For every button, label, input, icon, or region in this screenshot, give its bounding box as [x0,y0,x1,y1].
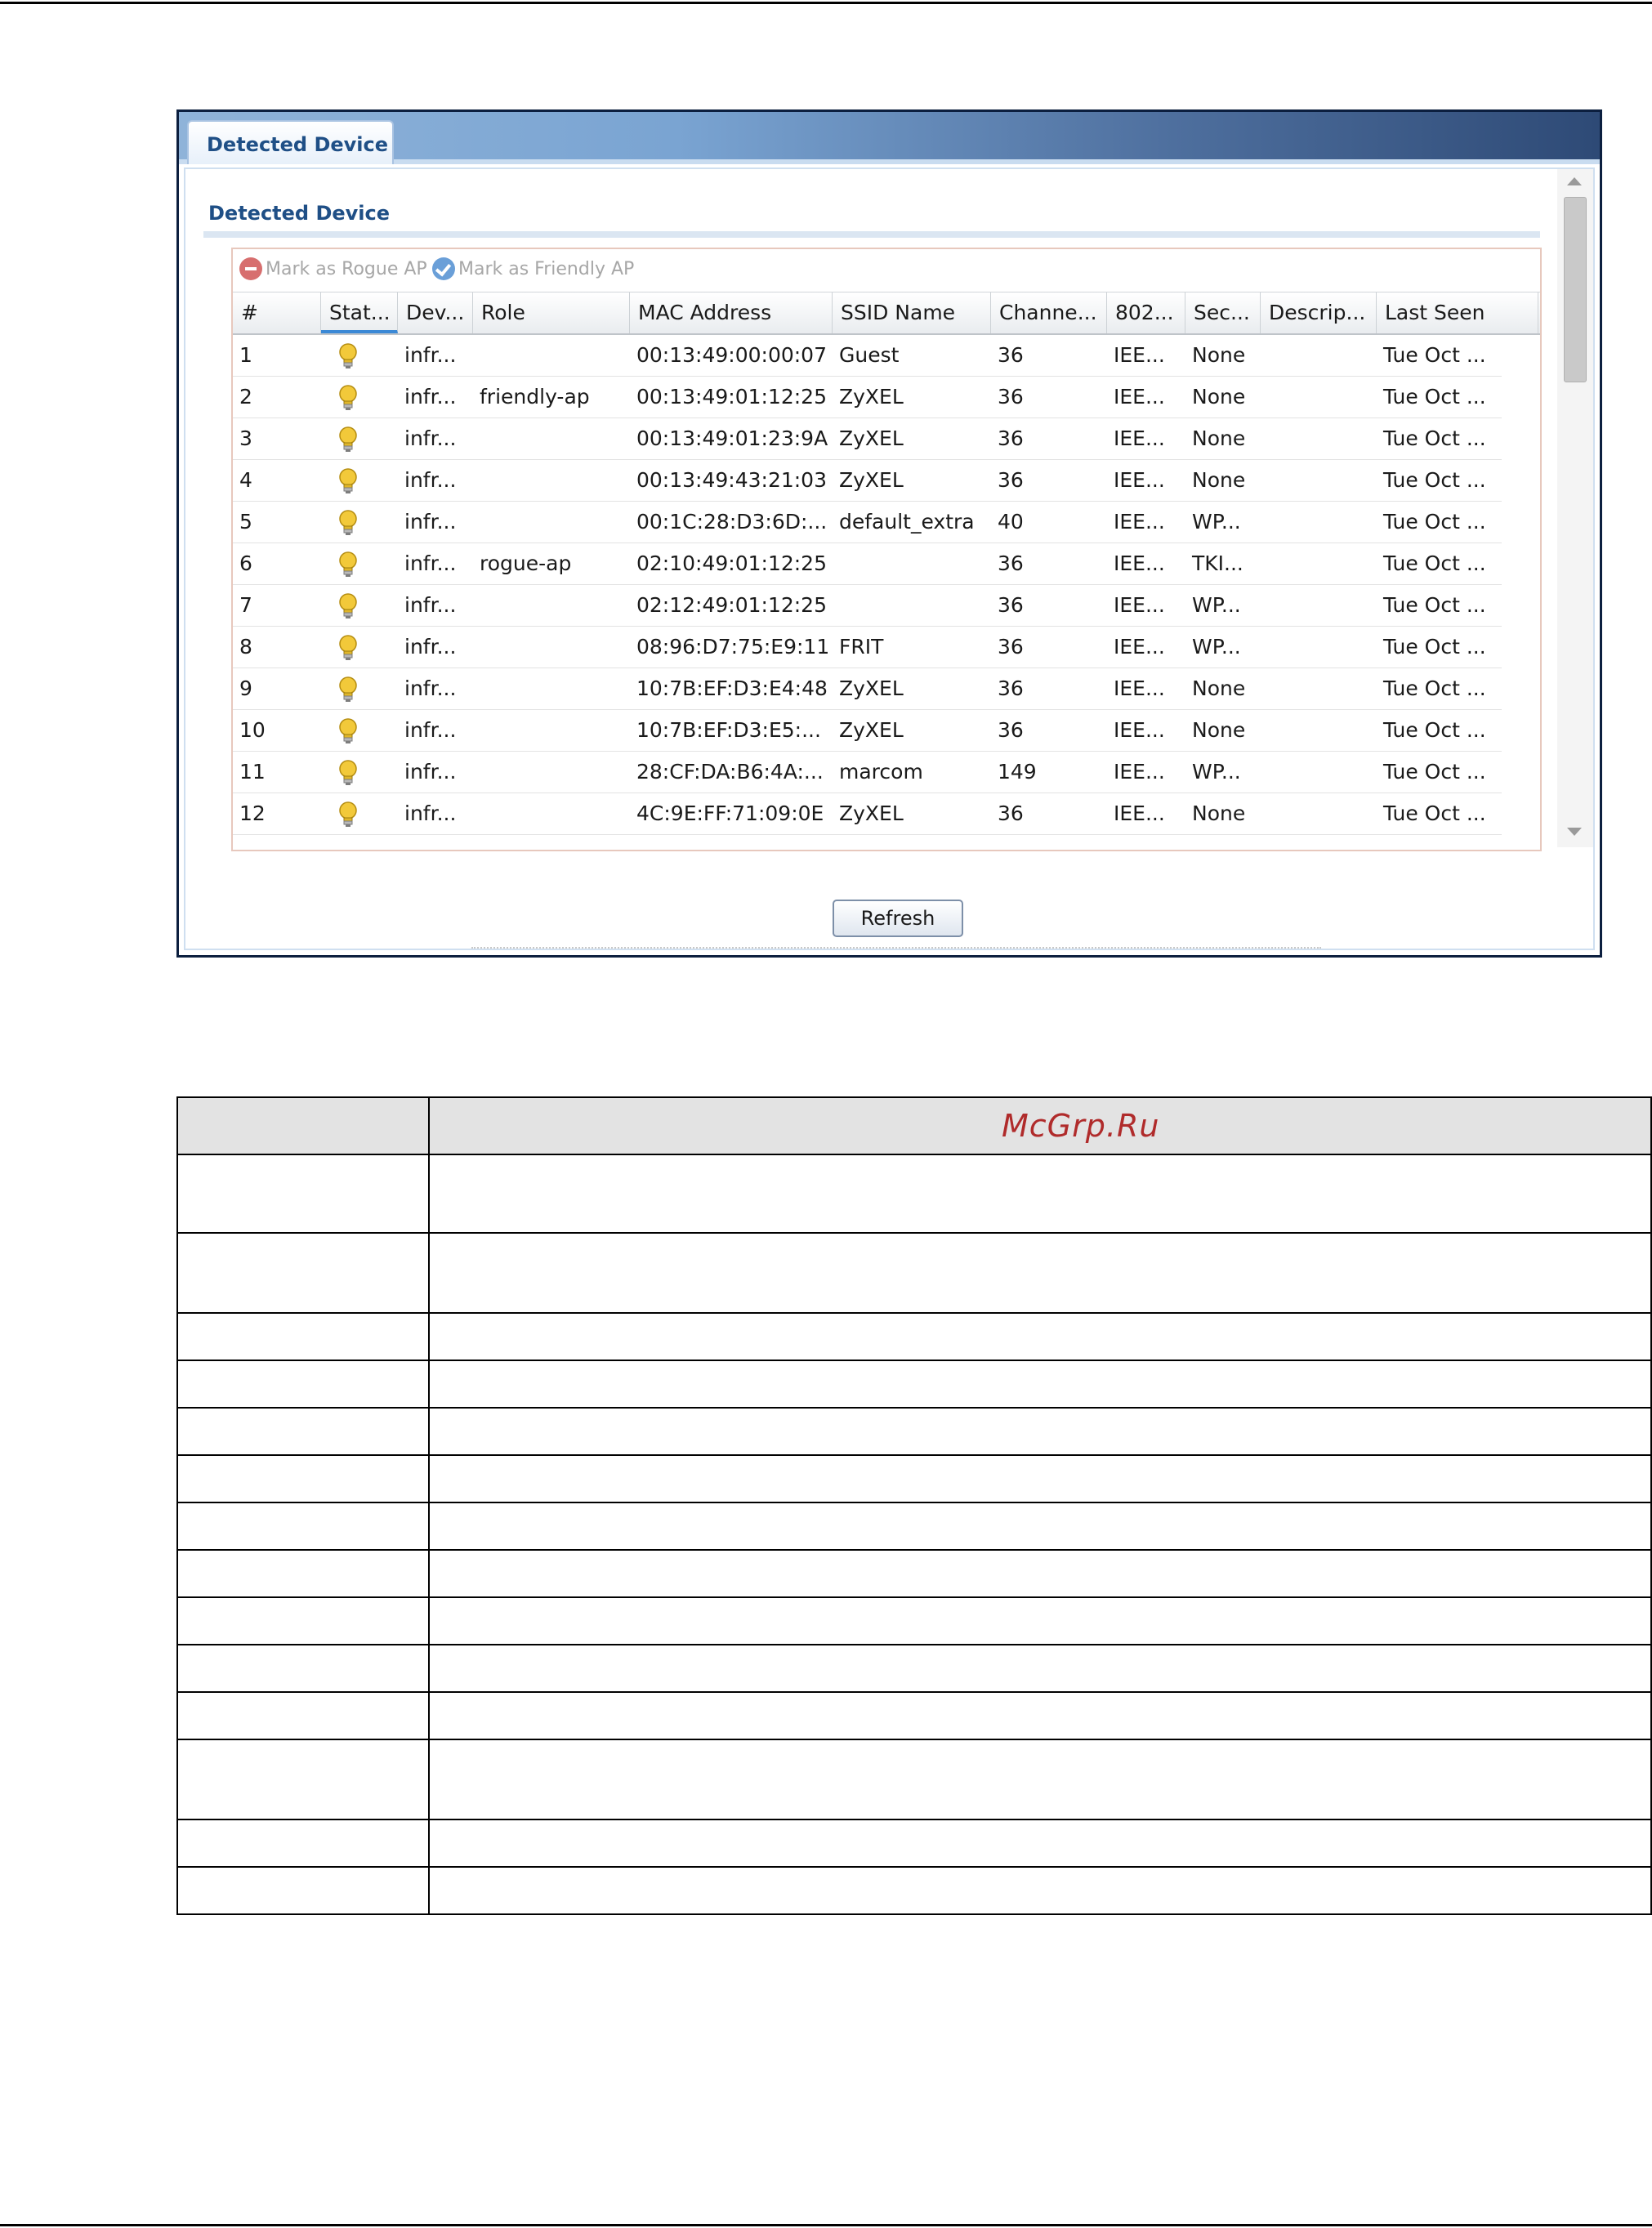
cell-ssid: ZyXEL [839,718,904,742]
detected-device-grid [231,248,1542,851]
table-row[interactable] [233,668,1502,710]
cell-last-seen: Tue Oct ... [1383,468,1486,492]
description-cell [428,1739,1652,1820]
cell-mac: 10:7B:EF:D3:E5:... [636,718,821,742]
cell-standard: IEE... [1114,510,1165,534]
cell-last-seen: Tue Oct ... [1383,551,1486,575]
cell-role [473,584,630,626]
description-cell [428,1866,1652,1915]
lightbulb-icon [337,509,359,538]
cell-standard: IEE... [1114,426,1165,450]
cell-description [1261,751,1377,793]
cell-device: infr... [404,510,457,534]
label-cell [176,1454,430,1503]
lightbulb-icon [337,384,359,413]
cell-device: infr... [404,385,457,409]
cell-role [473,709,630,751]
description-cell [428,1154,1652,1234]
cell-last-seen: Tue Oct ... [1383,635,1486,659]
cell-status [321,334,398,376]
lightbulb-icon [337,759,359,788]
description-cell [428,1644,1652,1693]
cell-status [321,626,398,668]
table-row[interactable] [233,584,1502,627]
description-cell [428,1454,1652,1503]
description-row [176,1549,1652,1598]
lightbulb-icon [337,551,359,580]
cell-ssid [833,542,991,584]
cell-security: None [1192,426,1246,450]
cell-mac: 4C:9E:FF:71:09:0E [636,801,824,825]
cell-last-seen: Tue Oct ... [1383,718,1486,742]
label-cell [176,1407,430,1456]
cell-security: TKI... [1192,551,1243,575]
detected-device-window [176,109,1602,958]
cell-mac: 08:96:D7:75:E9:11 [636,635,830,659]
table-row[interactable] [233,334,1502,377]
cell-status [321,751,398,793]
description-cell [428,1819,1652,1868]
label-cell [176,1739,430,1820]
cell-index: 6 [239,551,252,575]
description-row [176,1644,1652,1693]
label-cell [176,1596,430,1645]
cell-role [473,626,630,668]
table-row[interactable] [233,793,1502,835]
cell-channel: 36 [998,801,1024,825]
cell-last-seen: Tue Oct ... [1383,510,1486,534]
cell-status [321,793,398,834]
description-row [176,1232,1652,1314]
description-cell [428,1502,1652,1551]
cell-security: None [1192,676,1246,700]
cell-description [1261,793,1377,834]
cell-index: 2 [239,385,252,409]
cell-security: None [1192,801,1246,825]
table-row[interactable] [233,751,1502,793]
cell-channel: 36 [998,635,1024,659]
cell-ssid: Guest [839,343,900,367]
section-divider [203,231,1540,238]
cell-index: 12 [239,801,266,825]
label-cell [176,1360,430,1409]
cell-index: 11 [239,760,266,784]
tab-detected-device[interactable]: Detected Device [187,120,394,164]
description-cell [428,1360,1652,1409]
cell-mac: 10:7B:EF:D3:E4:48 [636,676,828,700]
cell-device: infr... [404,468,457,492]
cell-status [321,584,398,626]
cell-index: 8 [239,635,252,659]
cell-role [473,334,630,376]
refresh-button[interactable]: Refresh [833,900,963,937]
cell-description [1261,584,1377,626]
table-row[interactable] [233,626,1502,668]
cell-standard: IEE... [1114,551,1165,575]
mark-rogue-button[interactable] [239,257,427,280]
description-cell [428,1407,1652,1456]
cell-description [1261,501,1377,542]
page-bottom-rule [0,2224,1652,2226]
column-header-role[interactable]: Role [473,292,630,333]
cell-channel: 36 [998,551,1024,575]
column-header-index[interactable]: # [233,292,321,333]
scroll-thumb[interactable] [1564,197,1587,382]
vertical-scrollbar[interactable] [1557,169,1593,847]
table-row[interactable] [233,459,1502,502]
scroll-up-icon[interactable] [1567,177,1582,185]
cell-description [1261,626,1377,668]
cell-ssid [833,584,991,626]
column-header-security[interactable]: Sec... [1185,292,1261,333]
cell-channel: 36 [998,343,1024,367]
cell-device: infr... [404,635,457,659]
mark-rogue-label: Mark as Rogue AP [266,258,427,279]
lightbulb-icon [337,592,359,622]
cell-status [321,501,398,542]
cell-description [1261,709,1377,751]
button-separator [471,947,1321,949]
lightbulb-icon [337,342,359,372]
cell-index: 3 [239,426,252,450]
column-header-standard[interactable]: 802... [1107,292,1185,333]
cell-index: 9 [239,676,252,700]
cell-channel: 149 [998,760,1037,784]
description-cell [428,1596,1652,1645]
column-header-device[interactable]: Dev... [398,292,473,333]
cell-channel: 36 [998,426,1024,450]
cell-ssid: ZyXEL [839,426,904,450]
label-cell [176,1819,430,1868]
cell-device: infr... [404,551,457,575]
cell-ssid: ZyXEL [839,468,904,492]
description-table-header [176,1096,1652,1155]
cell-last-seen: Tue Oct ... [1383,385,1486,409]
lightbulb-icon [337,467,359,497]
cell-role [473,459,630,501]
cell-device: infr... [404,426,457,450]
mark-friendly-label: Mark as Friendly AP [458,258,635,279]
cell-index: 10 [239,718,266,742]
header-cell-description [428,1096,1652,1155]
lightbulb-icon [337,426,359,455]
label-cell [176,1549,430,1598]
cell-standard: IEE... [1114,760,1165,784]
cell-mac: 02:10:49:01:12:25 [636,551,827,575]
cell-last-seen: Tue Oct ... [1383,426,1486,450]
cell-standard: IEE... [1114,468,1165,492]
cell-standard: IEE... [1114,343,1165,367]
cell-status [321,668,398,709]
cell-description [1261,668,1377,709]
mark-friendly-button[interactable] [432,257,634,280]
watermark: McGrp.Ru [1002,1108,1160,1144]
header-cell-label [176,1096,430,1155]
cell-channel: 36 [998,385,1024,409]
content-panel [184,167,1595,950]
description-row [176,1866,1652,1915]
cell-last-seen: Tue Oct ... [1383,676,1486,700]
check-circle-icon [432,257,455,280]
column-header-channel[interactable]: Channe... [991,292,1107,333]
label-cell [176,1691,430,1740]
description-row [176,1739,1652,1820]
description-row [176,1312,1652,1361]
cell-index: 4 [239,468,252,492]
cell-description [1261,542,1377,584]
cell-last-seen: Tue Oct ... [1383,593,1486,617]
label-cell [176,1312,430,1361]
description-cell [428,1312,1652,1361]
lightbulb-icon [337,717,359,747]
cell-security: WP... [1192,510,1241,534]
column-header-description[interactable]: Descrip... [1261,292,1377,333]
cell-role [473,751,630,793]
cell-security: None [1192,343,1246,367]
description-row [176,1154,1652,1234]
label-cell [176,1502,430,1551]
cell-device: infr... [404,801,457,825]
cell-last-seen: Tue Oct ... [1383,801,1486,825]
cell-channel: 36 [998,593,1024,617]
column-header-ssid[interactable]: SSID Name [833,292,991,333]
column-header-status[interactable]: Stat... [321,292,398,333]
grid-bottom-fade [233,835,1540,850]
cell-channel: 36 [998,468,1024,492]
cell-security: WP... [1192,635,1241,659]
cell-standard: IEE... [1114,385,1165,409]
cell-index: 1 [239,343,252,367]
cell-role: rogue-ap [480,551,572,575]
description-row [176,1454,1652,1503]
minus-circle-icon [239,257,262,280]
cell-role: friendly-ap [480,385,590,409]
cell-status [321,417,398,459]
description-row [176,1360,1652,1409]
description-cell [428,1691,1652,1740]
column-header-mac[interactable]: MAC Address [630,292,833,333]
cell-last-seen: Tue Oct ... [1383,343,1486,367]
table-row[interactable] [233,417,1502,460]
label-cell [176,1232,430,1314]
description-row [176,1691,1652,1740]
cell-standard: IEE... [1114,593,1165,617]
grid-header [233,292,1540,335]
cell-security: WP... [1192,593,1241,617]
cell-device: infr... [404,593,457,617]
description-row [176,1502,1652,1551]
table-row[interactable] [233,709,1502,752]
cell-device: infr... [404,343,457,367]
cell-standard: IEE... [1114,718,1165,742]
table-row[interactable] [233,501,1502,543]
tab-bar [179,112,1600,164]
cell-security: None [1192,718,1246,742]
cell-status [321,709,398,751]
cell-ssid: ZyXEL [839,676,904,700]
cell-description [1261,334,1377,376]
label-cell [176,1644,430,1693]
table-row[interactable] [233,542,1502,585]
cell-role [473,668,630,709]
cell-security: None [1192,385,1246,409]
cell-index: 5 [239,510,252,534]
cell-index: 7 [239,593,252,617]
cell-device: infr... [404,718,457,742]
cell-mac: 00:13:49:01:12:25 [636,385,827,409]
cell-description [1261,459,1377,501]
label-cell [176,1154,430,1234]
cell-device: infr... [404,760,457,784]
cell-mac: 00:13:49:00:00:07 [636,343,827,367]
description-cell [428,1549,1652,1598]
cell-channel: 36 [998,676,1024,700]
cell-mac: 00:13:49:01:23:9A [636,426,828,450]
cell-device: infr... [404,676,457,700]
cell-mac: 02:12:49:01:12:25 [636,593,827,617]
label-cell [176,1866,430,1915]
scroll-down-icon[interactable] [1567,828,1582,836]
cell-ssid: marcom [839,760,923,784]
description-row [176,1819,1652,1868]
cell-description [1261,376,1377,417]
cell-ssid: FRIT [839,635,884,659]
cell-standard: IEE... [1114,801,1165,825]
cell-ssid: ZyXEL [839,385,904,409]
page-top-rule [0,2,1652,4]
lightbulb-icon [337,676,359,705]
cell-last-seen: Tue Oct ... [1383,760,1486,784]
cell-mac: 28:CF:DA:B6:4A:... [636,760,824,784]
table-row[interactable] [233,376,1502,418]
lightbulb-icon [337,634,359,663]
cell-mac: 00:13:49:43:21:03 [636,468,827,492]
column-header-last-seen[interactable]: Last Seen [1377,292,1538,333]
cell-mac: 00:1C:28:D3:6D:... [636,510,828,534]
cell-security: WP... [1192,760,1241,784]
cell-role [473,417,630,459]
cell-channel: 36 [998,718,1024,742]
cell-status [321,459,398,501]
cell-channel: 40 [998,510,1024,534]
cell-status [321,542,398,584]
cell-ssid: default_extra [839,510,975,534]
cell-role [473,793,630,834]
cell-role [473,501,630,542]
cell-standard: IEE... [1114,635,1165,659]
section-title: Detected Device [208,202,391,225]
cell-standard: IEE... [1114,676,1165,700]
description-row [176,1596,1652,1645]
cell-status [321,376,398,417]
lightbulb-icon [337,801,359,830]
cell-security: None [1192,468,1246,492]
description-cell [428,1232,1652,1314]
cell-description [1261,417,1377,459]
description-row [176,1407,1652,1456]
cell-ssid: ZyXEL [839,801,904,825]
